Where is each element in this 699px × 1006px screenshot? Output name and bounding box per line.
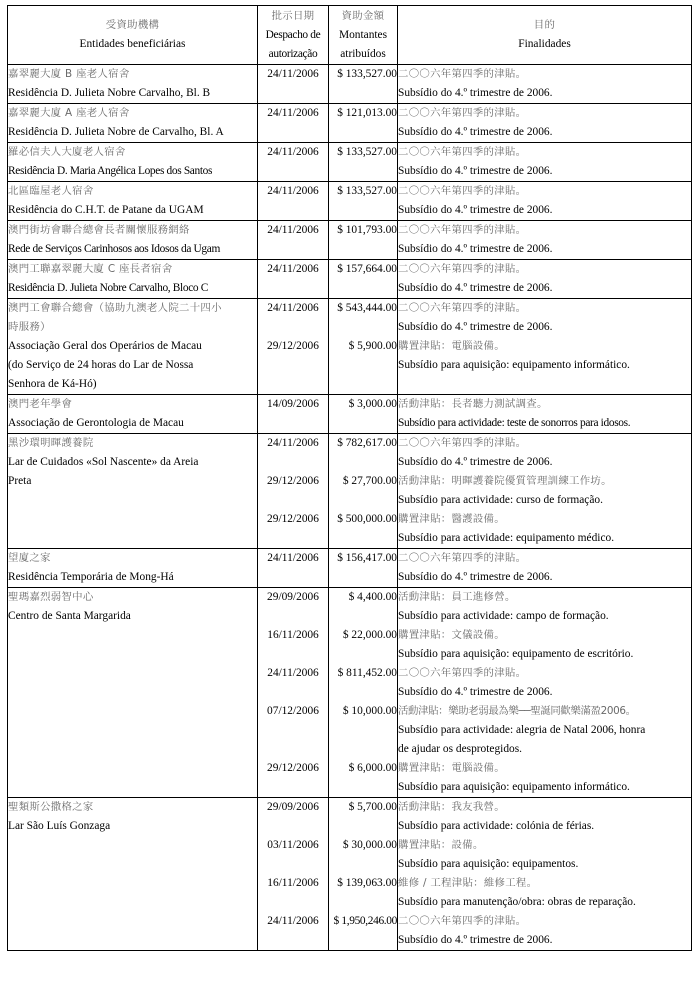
purpose-zh: 購置津貼：醫護設備。 [398,513,505,525]
entity-cell [8,104,258,143]
purpose-pt: Subsídio do 4.º trimestre de 2006. [398,321,553,333]
grant-date: 03/11/2006 [267,839,319,851]
entity-name-pt: Lar São Luís Gonzaga [8,820,111,832]
entity-name-zh: 嘉翠麗大廈 A 座老人宿舍 [8,107,130,119]
grant-date: 29/12/2006 [267,513,319,525]
table-row [8,143,692,182]
entity-cell [8,143,258,182]
grant-amount: $ 782,617.00 [337,437,397,449]
grant-date: 07/12/2006 [267,705,319,717]
table-row [8,104,692,143]
header-date-pt-2: autorização [268,47,318,60]
grant-amount: $ 133,527.00 [337,185,397,197]
amount-cell [329,299,398,395]
amount-cell [329,104,398,143]
entity-name-pt: Centro de Santa Margarida [8,610,131,622]
purpose-pt: Subsídio do 4.º trimestre de 2006. [398,204,553,216]
date-cell [258,104,329,143]
entity-name-zh-2: 時服務） [8,321,51,333]
purpose-cell [398,549,692,588]
purpose-pt: Subsídio para aquisição: equipamentos. [398,858,579,870]
entity-name-zh: 澳門老年學會 [8,398,73,410]
purpose-zh: 二〇〇六年第四季的津貼。 [398,224,527,236]
header-entities-pt: Entidades beneficiárias [79,38,186,50]
purpose-pt-2: de ajudar os desprotegidos. [398,743,523,755]
amount-cell [329,798,398,951]
grant-date: 24/11/2006 [267,667,319,679]
purpose-zh: 二〇〇六年第四季的津貼。 [398,68,527,80]
entity-cell [8,299,258,395]
grant-date: 16/11/2006 [267,877,319,889]
entity-name-pt: Rede de Serviços Carinhosos aos Idosos da Ugam [8,243,220,255]
entity-name-pt: Residência Temporária de Mong-Há [8,571,174,583]
purpose-pt: Subsídio do 4.º trimestre de 2006. [398,456,553,468]
date-cell [258,182,329,221]
grant-amount: $ 22,000.00 [342,629,397,641]
grant-amount: $ 6,000.00 [348,762,397,774]
grant-amount: $ 133,527.00 [337,146,397,158]
date-cell [258,395,329,434]
date-cell [258,143,329,182]
purpose-cell [398,65,692,104]
table-row [8,299,692,395]
table-row [8,549,692,588]
grant-amount: $ 5,700.00 [348,801,397,813]
entity-cell [8,221,258,260]
entity-name-zh: 嘉翠麗大廈 B 座老人宿舍 [8,68,130,80]
date-cell [258,299,329,395]
grant-date: 24/11/2006 [267,302,319,314]
purpose-cell [398,260,692,299]
purpose-zh: 維修 / 工程津貼：維修工程。 [398,877,538,889]
header-amount-pt-2: atribuídos [340,47,386,60]
grant-date: 14/09/2006 [267,398,319,410]
amount-cell [329,434,398,549]
purpose-pt: Subsídio do 4.º trimestre de 2006. [398,243,553,255]
entity-name-pt: Residência do C.H.T. de Patane da UGAM [8,204,204,216]
entity-name-pt-1: Lar de Cuidados «Sol Nascente» da Areia [8,456,199,468]
grant-date: 24/11/2006 [267,68,319,80]
purpose-zh: 活動津貼：我友我營。 [398,801,505,813]
purpose-pt: Subsídio para aquisição: equipamento de escritório. [398,648,634,660]
amount-cell [329,182,398,221]
grant-date: 29/12/2006 [267,340,319,352]
grant-amount: $ 811,452.00 [337,667,397,679]
purpose-zh: 二〇〇六年第四季的津貼。 [398,146,527,158]
purpose-pt: Subsídio do 4.º trimestre de 2006. [398,126,553,138]
purpose-cell [398,182,692,221]
table-row [8,221,692,260]
purpose-pt: Subsídio do 4.º trimestre de 2006. [398,686,553,698]
grant-date: 24/11/2006 [267,437,319,449]
grant-date: 29/12/2006 [267,475,319,487]
grant-amount: $ 121,013.00 [337,107,397,119]
grant-date: 29/09/2006 [267,801,319,813]
grant-amount: $ 543,444.00 [337,302,397,314]
purpose-zh: 二〇〇六年第四季的津貼。 [398,915,527,927]
entity-cell [8,65,258,104]
grant-amount: $ 4,400.00 [348,591,397,603]
header-amount [329,6,398,65]
grant-amount: $ 1,950,246.00 [333,915,397,927]
purpose-pt: Subsídio para aquisição: equipamento informático. [398,781,630,793]
entity-name-pt: Associação de Gerontologia de Macau [8,417,184,429]
purpose-zh: 二〇〇六年第四季的津貼。 [398,263,527,275]
grant-amount: $ 500,000.00 [337,513,397,525]
table-row [8,434,692,549]
entity-name-zh: 聖類斯公撒格之家 [8,801,94,813]
table-row [8,395,692,434]
header-amount-zh: 資助金額 [341,9,385,22]
entity-cell [8,182,258,221]
table-row [8,798,692,951]
header-date [258,6,329,65]
entity-cell [8,798,258,951]
grant-date: 24/11/2006 [267,224,319,236]
purpose-zh: 活動津貼：員工進修營。 [398,591,516,603]
grant-amount: $ 156,417.00 [337,552,397,564]
purpose-zh: 購置津貼：文儀設備。 [398,629,505,641]
grant-amount: $ 5,900.00 [348,340,397,352]
purpose-zh: 二〇〇六年第四季的津貼。 [398,302,527,314]
grant-date: 24/11/2006 [267,146,319,158]
table-row [8,588,692,798]
entity-name-zh: 聖瑪嘉烈弱智中心 [8,591,94,603]
header-entities [8,6,258,65]
purpose-zh: 二〇〇六年第四季的津貼。 [398,552,527,564]
amount-cell [329,260,398,299]
amount-cell [329,395,398,434]
entity-name-zh: 澳門工聯嘉翠麗大廈 C 座長者宿舍 [8,263,173,275]
grant-amount: $ 27,700.00 [342,475,397,487]
purpose-cell [398,104,692,143]
purpose-zh: 活動津貼：長者聽力測試調查。 [398,398,548,410]
purpose-pt: Subsídio para aquisição: equipamento informático. [398,359,630,371]
entity-name-pt: Residência D. Julieta Nobre Carvalho, Bloco C [8,282,208,294]
purpose-zh: 購置津貼：設備。 [398,839,484,851]
purpose-cell [398,588,692,798]
entity-name-pt-1: Associação Geral dos Operários de Macau [8,340,202,352]
entity-name-pt-2: (do Serviço de 24 horas do Lar de Nossa [8,359,194,371]
purpose-pt: Subsídio do 4.º trimestre de 2006. [398,282,553,294]
entity-cell [8,588,258,798]
purpose-cell [398,143,692,182]
purpose-zh: 二〇〇六年第四季的津貼。 [398,437,527,449]
grant-date: 24/11/2006 [267,263,319,275]
header-purpose [398,6,692,65]
grant-amount: $ 139,063.00 [337,877,397,889]
entity-cell [8,549,258,588]
purpose-cell [398,221,692,260]
purpose-pt: Subsídio para actividade: curso de formação. [398,494,603,506]
purpose-zh: 購置津貼：電腦設備。 [398,762,505,774]
grant-date: 24/11/2006 [267,552,319,564]
entity-name-pt: Residência D. Julieta Nobre Carvalho, Bl. B [8,87,211,99]
grant-date: 24/11/2006 [267,185,319,197]
date-cell [258,434,329,549]
table-header-row [8,6,692,65]
grant-date: 29/09/2006 [267,591,319,603]
purpose-zh: 二〇〇六年第四季的津貼。 [398,107,527,119]
purpose-zh: 二〇〇六年第四季的津貼。 [398,667,527,679]
purpose-pt: Subsídio para actividade: colónia de férias. [398,820,595,832]
purpose-cell [398,395,692,434]
entity-name-zh: 望廈之家 [8,552,51,564]
purpose-cell [398,434,692,549]
grant-date: 24/11/2006 [267,915,319,927]
entity-name-zh: 黑沙環明暉護養院 [8,437,94,449]
entity-name-pt-2: Preta [8,475,32,487]
header-entities-zh: 受資助機構 [105,19,160,31]
purpose-cell [398,299,692,395]
grant-date: 29/12/2006 [267,762,319,774]
header-date-pt-1: Despacho de [265,28,321,41]
table-row [8,65,692,104]
entity-name-zh-1: 澳門工會聯合總會（協助九澳老人院二十四小 [8,302,222,314]
purpose-pt: Subsídio do 4.º trimestre de 2006. [398,87,553,99]
purpose-zh: 二〇〇六年第四季的津貼。 [398,185,527,197]
grant-date: 16/11/2006 [267,629,319,641]
entity-name-pt: Residência D. Julieta Nobre de Carvalho, Bl. A [8,126,224,138]
entity-cell [8,260,258,299]
table-row [8,182,692,221]
header-date-zh: 批示日期 [271,9,315,22]
purpose-pt: Subsídio para actividade: teste de sonorros para idosos. [398,417,631,429]
entity-name-zh: 澳門街坊會聯合總會長者關懷服務網絡 [8,224,190,236]
purpose-pt: Subsídio para actividade: equipamento médico. [398,532,615,544]
grant-amount: $ 157,664.00 [337,263,397,275]
purpose-pt: Subsídio do 4.º trimestre de 2006. [398,934,553,946]
purpose-pt: Subsídio para actividade: campo de formação. [398,610,609,622]
grants-table [7,5,692,951]
grant-amount: $ 10,000.00 [342,705,397,717]
grant-amount: $ 101,793.00 [337,224,397,236]
purpose-zh: 活動津貼：明暉護養院優質管理訓練工作坊。 [398,475,612,487]
entity-cell [8,434,258,549]
date-cell [258,260,329,299]
purpose-pt: Subsídio do 4.º trimestre de 2006. [398,165,553,177]
purpose-pt: Subsídio do 4.º trimestre de 2006. [398,571,553,583]
purpose-zh: 活動津貼：樂助老弱最為樂──聖誕同歡樂滿盈2006。 [398,705,636,717]
purpose-pt: Subsídio para manutenção/obra: obras de reparação. [398,896,636,908]
date-cell [258,549,329,588]
amount-cell [329,588,398,798]
header-amount-pt-1: Montantes [338,28,388,41]
grant-amount: $ 3,000.00 [348,398,397,410]
grant-date: 24/11/2006 [267,107,319,119]
date-cell [258,798,329,951]
purpose-zh: 購置津貼：電腦設備。 [398,340,505,352]
amount-cell [329,549,398,588]
entity-name-zh: 羅必信夫人大廈老人宿舍 [8,146,126,158]
amount-cell [329,65,398,104]
date-cell [258,221,329,260]
header-purpose-zh: 目的 [533,19,556,31]
table-row [8,260,692,299]
entity-cell [8,395,258,434]
purpose-cell [398,798,692,951]
date-cell [258,65,329,104]
grant-amount: $ 133,527.00 [337,68,397,80]
purpose-pt-1: Subsídio para actividade: alegria de Natal 2006, honra [398,724,646,736]
header-purpose-pt: Finalidades [518,38,571,50]
amount-cell [329,143,398,182]
entity-name-pt: Residência D. Maria Angélica Lopes dos Santos [8,165,213,177]
entity-name-pt-3: Senhora de Ká-Hó) [8,378,97,390]
entity-name-zh: 北區臨屋老人宿舍 [8,185,94,197]
amount-cell [329,221,398,260]
date-cell [258,588,329,798]
grant-amount: $ 30,000.00 [342,839,397,851]
